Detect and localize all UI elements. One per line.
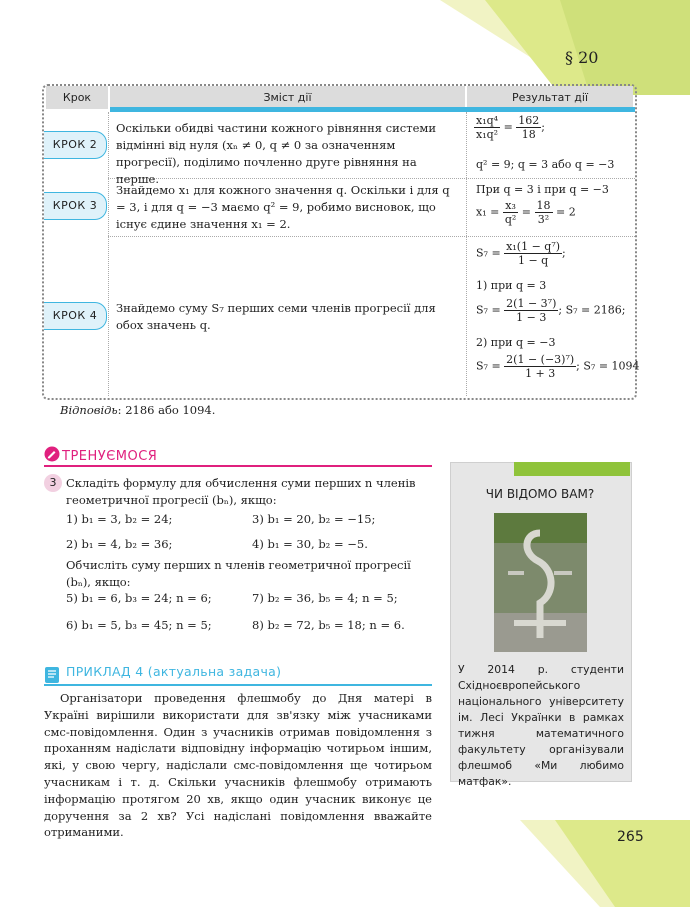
row-content: Оскільки обидві частини кожного рівняння системи відмінні від нуля (xₙ ≠ 0, q ≠ 0 за означенням прогресії), поділимо почленно друге рівняння на перше. xyxy=(116,121,437,186)
row-result-case: 2) при q = −3 xyxy=(476,336,556,349)
step-badge-3: КРОК 3 xyxy=(44,192,107,220)
row-content: Знайдемо x₁ для кожного значення q. Оскільки і для q = 3, і для q = −3 маємо q² = 9, робимо висновок, що існує єдине значення x₁ = 2. xyxy=(116,183,450,231)
step-badge-2: КРОК 2 xyxy=(44,131,107,159)
practice-rule xyxy=(44,465,432,467)
task-b: Обчисліть суму перших n членів геометричної прогресії (bₙ), якщо: xyxy=(66,558,411,589)
table-divider xyxy=(108,236,635,237)
step-badge-4: КРОК 4 xyxy=(44,302,107,330)
practice-title: ТРЕНУЄМОСЯ xyxy=(62,449,158,464)
header-result: Результат дії xyxy=(467,86,633,109)
exercise-item: 7) b₂ = 36, b₅ = 4; n = 5; xyxy=(252,591,398,605)
row-content: Знайдемо суму S₇ перших семи членів прогресії для обох значень q. xyxy=(116,301,436,332)
answer: Відповідь: 2186 або 1094. xyxy=(60,403,216,417)
row-result-case1: S₇ = $\frac{\text{2(1 − 3⁷)}}{1 - 3}$ ; S₇ = 2186; xyxy=(476,297,626,324)
row-result-line: При q = 3 і при q = −3 xyxy=(476,183,609,196)
example-rule xyxy=(44,684,432,686)
exercise-item: 5) b₁ = 6, b₃ = 24; n = 6; xyxy=(66,591,212,605)
row-result: $\frac{\text{x₁q⁴}}{\text{x₁q²}}$ = $\frac{162}{18}$ ; xyxy=(476,114,546,141)
header-content: Зміст дії xyxy=(110,86,465,109)
header-accent-bar xyxy=(110,107,635,112)
row-result-case2: S₇ = $\frac{\text{2(1 − (−3)⁷)}}{1 + 3}$ ; S₇ = 1094 xyxy=(476,353,640,380)
row-result-general: S₇ = $\frac{\text{x₁(1 − q⁷)}}{1 - q}$ ; xyxy=(476,240,566,267)
exercise-item: 8) b₂ = 72, b₅ = 18; n = 6. xyxy=(252,618,405,632)
row-result-case: 1) при q = 3 xyxy=(476,279,547,292)
example-title: ПРИКЛАД 4 (актуальна задача) xyxy=(66,664,282,679)
sidebar-text: У 2014 р. студенти Східноєвропейського національного університету ім. Лесі Українки в рамках тижня математичного факультету організували флешмоб «Ми любимо матфак». xyxy=(458,663,624,788)
exercise-number: 3 xyxy=(44,474,62,492)
section-label: § 20 xyxy=(565,48,599,67)
header-step: Крок xyxy=(46,86,108,109)
example-text: Організатори проведення флешмобу до Дня матері в Україні вирішили використати для зв'язку між учасниками смс-повідомлення. Один з учасників отримав повідомлення з проханням надіслати відповідну інформацію чотирьом іншим, які, у свою чергу, надіслали смс-повідомлення ще чотирьом учасникам і т. д. Скільки учасників флешмобу отримають інформацію протягом 20 хв, якщо один учасник виконує це доручення за 2 хв? Усі надіслані повідомлення вважайте отриманими. xyxy=(44,691,432,840)
pencil-icon xyxy=(44,446,60,462)
sidebar-tab xyxy=(514,462,630,476)
exercise-item: 3) b₁ = 20, b₂ = −15; xyxy=(252,512,376,526)
table-divider xyxy=(108,112,109,396)
exercise-item: 6) b₁ = 5, b₃ = 45; n = 5; xyxy=(66,618,212,632)
flashmob-photo xyxy=(494,513,587,652)
exercise-item: 4) b₁ = 30, b₂ = −5. xyxy=(252,537,368,551)
table-divider xyxy=(466,112,467,396)
exercise-item: 1) b₁ = 3, b₂ = 24; xyxy=(66,512,173,526)
page-number: 265 xyxy=(617,829,644,845)
task-a: Складіть формулу для обчислення суми перших n членів геометричної прогресії (bₙ), якщо: xyxy=(66,476,416,507)
bottom-corner-decoration xyxy=(520,820,690,907)
exercise-item: 2) b₁ = 4, b₂ = 36; xyxy=(66,537,173,551)
row-result: x₁ = $\frac{\text{x₃}}{\text{q²}}$ = $\frac{18}{\text{3²}}$ = 2 xyxy=(476,199,576,226)
book-icon xyxy=(44,666,60,684)
sidebar-title: ЧИ ВІДОМО ВАМ? xyxy=(485,487,595,501)
row-result-line: q² = 9; q = 3 або q = −3 xyxy=(476,158,615,171)
